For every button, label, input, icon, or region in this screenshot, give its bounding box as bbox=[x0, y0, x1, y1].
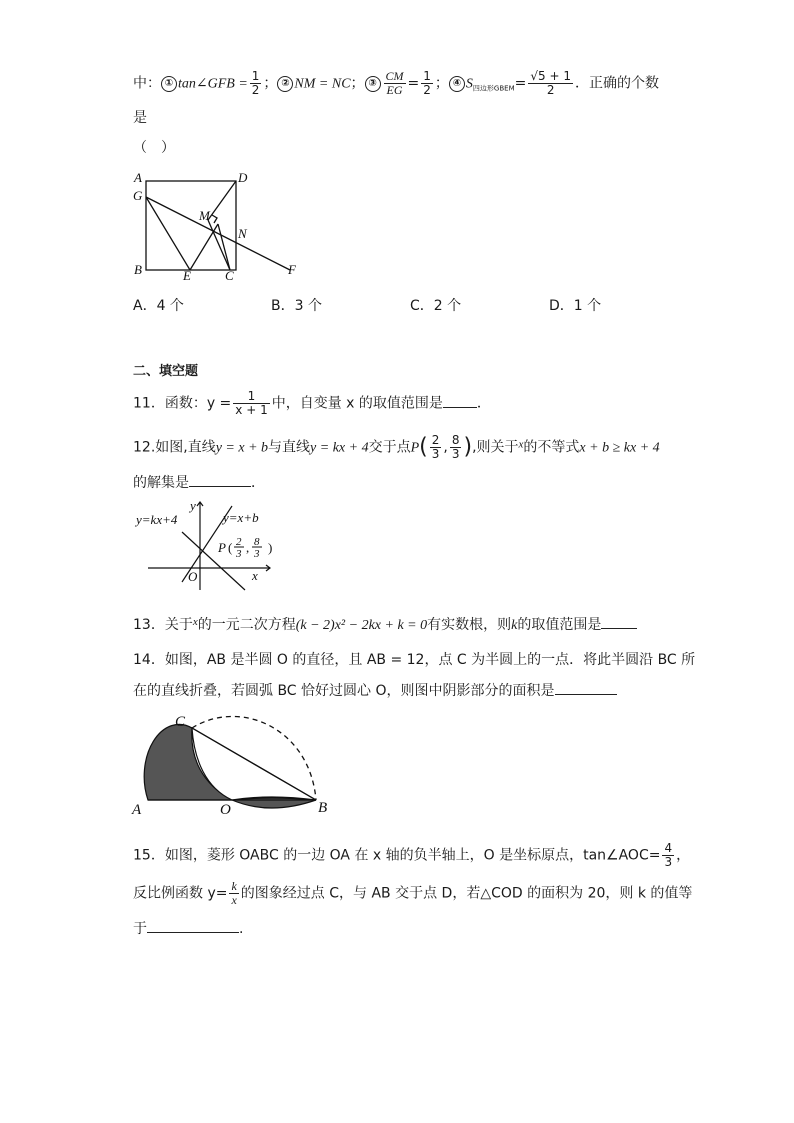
q10-frac-cm-eg: $\frac{CM}{EG}$ bbox=[385, 69, 404, 97]
q10-option-a[interactable]: A．4 个 bbox=[133, 298, 184, 314]
svg-text:2: 2 bbox=[236, 536, 242, 548]
q10-option-b[interactable]: B．3 个 bbox=[271, 298, 322, 314]
q14-line2: 在的直线折叠，若圆弧 BC 恰好过圆心 O，则图中阴影部分的面积是 bbox=[133, 680, 617, 701]
q12-figure-lines bbox=[130, 496, 300, 592]
fig-label-A: A bbox=[134, 170, 142, 185]
q10-paren: （ ） bbox=[133, 140, 175, 156]
q11-answer-blank[interactable] bbox=[443, 393, 477, 408]
q14-fig-label-A: A bbox=[132, 802, 142, 818]
q14-fig-label-B: B bbox=[318, 800, 328, 816]
svg-text:3: 3 bbox=[254, 548, 260, 560]
svg-text:3: 3 bbox=[236, 548, 242, 560]
q13: 13．关于$^x$的一元二次方程(k − 2)x² − 2kx + k = 0有实数根，则k的取值范围是 bbox=[133, 612, 637, 636]
q12-fig-label-y: y bbox=[190, 498, 196, 513]
q12-fig-label-kx: y=kx+4 bbox=[136, 512, 178, 527]
svg-text:(: ( bbox=[228, 540, 233, 555]
fig-label-C: C bbox=[225, 268, 234, 283]
q13-answer-blank[interactable] bbox=[601, 614, 637, 629]
fig-label-B: B bbox=[134, 262, 142, 277]
q14-answer-blank[interactable] bbox=[555, 680, 617, 695]
svg-text:8: 8 bbox=[254, 536, 260, 548]
q12-answer-blank[interactable] bbox=[189, 472, 251, 487]
fig-label-G: G bbox=[133, 188, 143, 203]
q10-frac-1: $\frac{1}{2}$ bbox=[251, 69, 260, 97]
q14-line1: 14．如图，AB 是半圆 O 的直径，且 AB = 12，点 C 为半圆上的一点．将此半圆沿 BC 所 bbox=[133, 652, 696, 668]
fig-label-E: E bbox=[183, 268, 191, 283]
q12-fig-label-O: O bbox=[188, 569, 198, 584]
q15-line1: 15．如图，菱形 OABC 的一边 OA 在 x 轴的负半轴上，O 是坐标原点，tan∠AOC= $\frac{4}{3}$ ， bbox=[133, 841, 691, 869]
svg-text:): ) bbox=[268, 540, 273, 555]
q12-line1: 12.如图,直线y = x + b与直线y = kx + 4交于点P( $\frac{2}{3}$ , $\frac{8}{3}$ ),则关于$^x$的不等式x + b ≥ kx + 4 bbox=[133, 433, 660, 461]
q12-fig-label-xb: y=x+b bbox=[223, 510, 259, 525]
q12-fig-label-x: x bbox=[252, 568, 258, 583]
q11: 11．函数：y = $\frac{1}{x + 1}$ 中，自变量 x 的取值范围是 ． bbox=[133, 389, 491, 417]
q10-figure-square bbox=[128, 168, 308, 286]
q15-answer-blank[interactable] bbox=[147, 918, 239, 933]
q15-line3: 于 . bbox=[133, 918, 243, 939]
fig-label-N: N bbox=[238, 226, 247, 241]
q10-line2: 是 bbox=[133, 110, 147, 126]
q10-statements: 中： ① tan∠GFB = $\frac{1}{2}$ ； ② NM = NC； ③ $\frac{CM}{EG}$ = $\frac{1}{2}$ ； ④ $S_{四边形GBEM}=$ $\frac{√5 + 1}{2}$ ．正确的个数 bbox=[133, 69, 659, 97]
svg-text:,: , bbox=[246, 540, 250, 555]
q10-option-c[interactable]: C．2 个 bbox=[410, 298, 462, 314]
q12-line2: 的解集是 ． bbox=[133, 472, 265, 493]
q14-figure-semicircle bbox=[130, 708, 345, 820]
fig-label-F: F bbox=[288, 262, 296, 277]
q12-fig-label-P: P bbox=[218, 540, 226, 555]
q14-fig-label-C: C bbox=[175, 714, 186, 730]
fig-label-D: D bbox=[238, 170, 248, 185]
fig-label-M: M bbox=[199, 208, 210, 223]
q15-line2: 反比例函数 y= $\frac{k}{x}$ 的图象经过点 C，与 AB 交于点 D，若△COD 的面积为 20，则 k 的值等 bbox=[133, 879, 693, 907]
q14-fig-label-O: O bbox=[220, 802, 231, 818]
q10-option-d[interactable]: D．1 个 bbox=[549, 298, 602, 314]
section-title: 二、填空题 bbox=[133, 364, 199, 379]
